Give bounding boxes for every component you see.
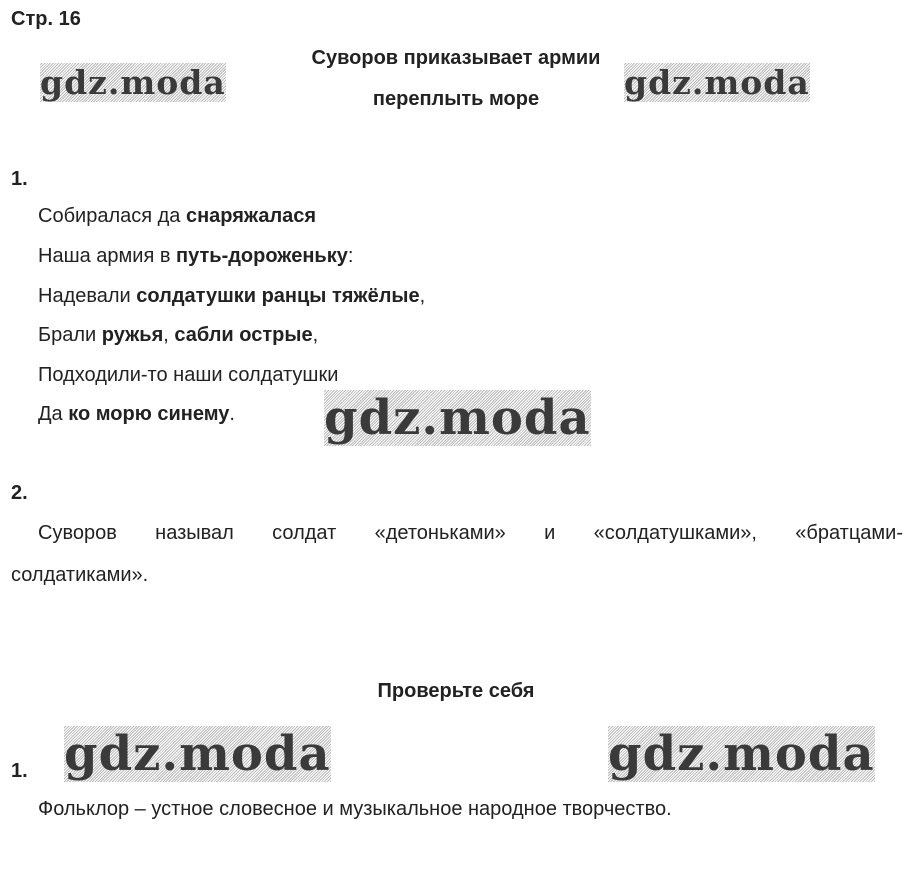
item-number: 1. — [11, 168, 28, 190]
poem-line — [38, 205, 316, 228]
section-heading: Проверьте себя — [377, 680, 535, 702]
poem-text: Наша армия в — [38, 245, 177, 267]
poem-text: Надевали — [38, 285, 137, 307]
definition-text: Фольклор – устное словесное и музыкальное народное творчество. — [38, 798, 672, 820]
poem-answer-bold: ко морю синему — [68, 403, 230, 425]
poem-text: . — [229, 403, 235, 425]
watermark-logo: gdz.moda — [608, 726, 875, 782]
answer-text-line-1: Суворов называл солдат «детоньками» и «солдатушками», «братцами- — [38, 522, 903, 544]
poem-answer-bold: ружья — [101, 324, 164, 346]
watermark-logo: gdz.moda — [40, 63, 226, 102]
poem-text: Да — [38, 403, 69, 425]
poem-line — [38, 403, 235, 426]
poem-answer-bold: снаряжалася — [185, 205, 317, 227]
watermark-logo: gdz.moda — [324, 390, 591, 446]
poem-text: , — [312, 324, 319, 346]
poem-line — [38, 285, 425, 308]
poem-text: : — [347, 245, 354, 267]
poem-text: Подходили-то наши солдатушки — [38, 364, 339, 386]
poem-text: Брали — [38, 324, 102, 346]
watermark-logo: gdz.moda — [64, 726, 331, 782]
poem-text: , — [163, 324, 175, 346]
heading-line-2: переплыть море — [372, 88, 540, 110]
item-number: 2. — [11, 482, 28, 504]
poem-answer-bold: солдатушки ранцы тяжёлые — [136, 285, 420, 307]
poem-line — [38, 324, 318, 347]
poem-line — [38, 364, 338, 387]
page-number: Стр. 16 — [11, 8, 81, 30]
poem-text: Собиралася да — [38, 205, 186, 227]
watermark-logo: gdz.moda — [624, 63, 810, 102]
poem-answer-bold: путь-дороженьку — [176, 245, 348, 267]
answer-text-line-2: солдатиками». — [11, 564, 149, 586]
poem-line — [38, 245, 353, 268]
poem-text: , — [419, 285, 426, 307]
item-number: 1. — [11, 760, 28, 782]
heading-line-1: Суворов приказывает армии — [311, 47, 601, 69]
poem-answer-bold: сабли острые — [174, 324, 313, 346]
